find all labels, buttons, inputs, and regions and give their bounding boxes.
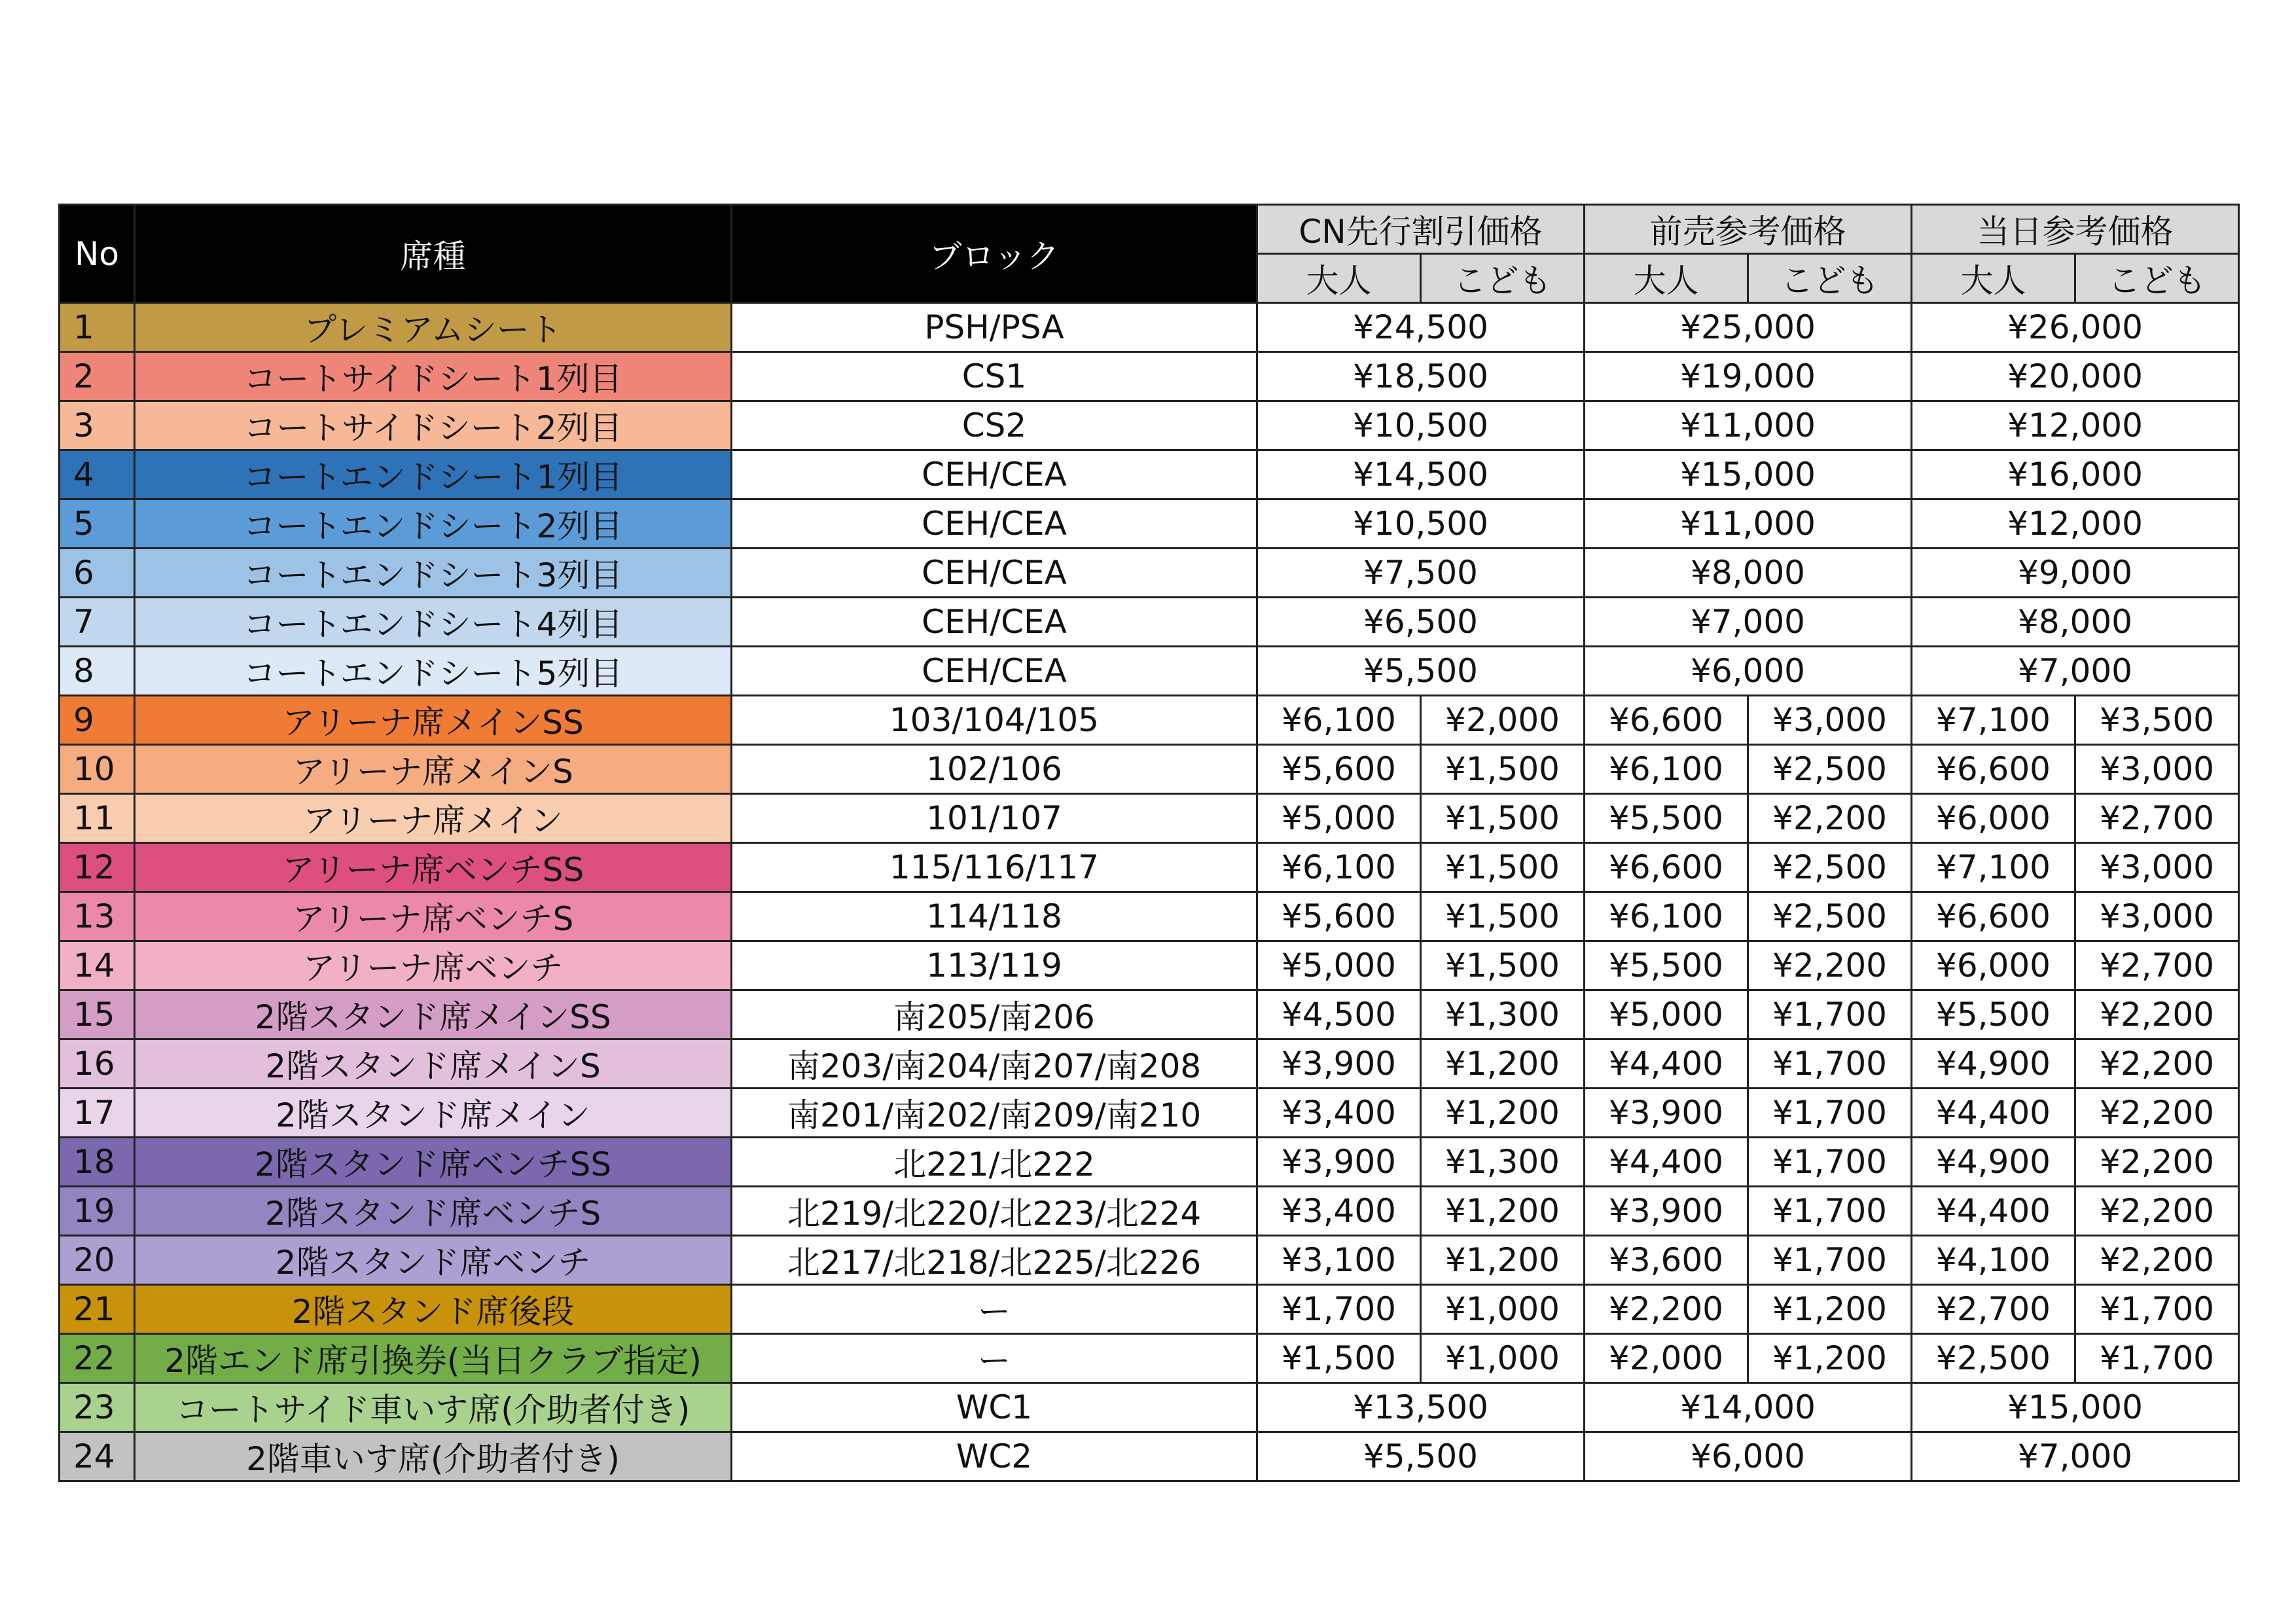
header-advance-price: 前売参考価格 [1585, 205, 1912, 254]
row-seat-type: 2階スタンド席メインS [135, 1039, 732, 1089]
header-cn-price: CN先行割引価格 [1257, 205, 1585, 254]
row-seat-type: アリーナ席メイン [135, 794, 732, 843]
row-price-dayof-child: ¥2,200 [2075, 1236, 2239, 1285]
row-price-cn-child: ¥1,500 [1421, 843, 1585, 892]
table-row [60, 647, 2239, 696]
row-block: WC1 [732, 1383, 1257, 1432]
row-price-advance-child: ¥1,700 [1748, 1138, 1912, 1187]
row-price-dayof-child: ¥2,200 [2075, 990, 2239, 1039]
row-price-cn-child: ¥1,500 [1421, 892, 1585, 941]
row-block: CS2 [732, 401, 1257, 450]
row-seat-type: 2階スタンド席メインSS [135, 990, 732, 1039]
row-seat-type: 2階車いす席(介助者付き) [135, 1432, 732, 1481]
row-no: 8 [60, 647, 135, 696]
row-price-dayof-child: ¥2,200 [2075, 1138, 2239, 1187]
header-block: ブロック [732, 205, 1257, 303]
row-price-advance-adult: ¥4,400 [1585, 1039, 1748, 1089]
row-no: 9 [60, 696, 135, 745]
row-no: 10 [60, 745, 135, 794]
row-price-dayof: ¥7,000 [1912, 647, 2239, 696]
row-price-advance-adult: ¥6,600 [1585, 696, 1748, 745]
row-no: 21 [60, 1285, 135, 1334]
row-price-cn-adult: ¥1,500 [1257, 1334, 1421, 1383]
row-price-cn-child: ¥1,200 [1421, 1039, 1585, 1089]
table-row [60, 892, 2239, 941]
row-price-dayof: ¥12,000 [1912, 401, 2239, 450]
row-price-dayof-adult: ¥7,100 [1912, 696, 2075, 745]
row-block: 南205/南206 [732, 990, 1257, 1039]
row-price-cn-child: ¥1,300 [1421, 1138, 1585, 1187]
row-no: 17 [60, 1089, 135, 1138]
row-price-dayof: ¥9,000 [1912, 549, 2239, 598]
row-price-advance: ¥11,000 [1585, 499, 1912, 549]
row-block: 南203/南204/南207/南208 [732, 1039, 1257, 1089]
row-price-advance-child: ¥1,700 [1748, 990, 1912, 1039]
row-price-cn: ¥5,500 [1257, 1432, 1585, 1481]
header-dayof-adult: 大人 [1912, 254, 2075, 303]
row-price-advance: ¥14,000 [1585, 1383, 1912, 1432]
row-price-dayof-child: ¥3,000 [2075, 892, 2239, 941]
row-price-cn-child: ¥1,000 [1421, 1285, 1585, 1334]
row-price-cn: ¥18,500 [1257, 352, 1585, 401]
row-no: 14 [60, 941, 135, 990]
row-price-advance-child: ¥1,200 [1748, 1334, 1912, 1383]
row-block: CEH/CEA [732, 499, 1257, 549]
header-dayof-child: こども [2075, 254, 2239, 303]
row-seat-type: コートエンドシート3列目 [135, 549, 732, 598]
table-row [60, 1334, 2239, 1383]
row-seat-type: 2階スタンド席ベンチS [135, 1187, 732, 1236]
row-price-dayof: ¥12,000 [1912, 499, 2239, 549]
table-row [60, 1089, 2239, 1138]
header-dayof-price: 当日参考価格 [1912, 205, 2239, 254]
row-no: 5 [60, 499, 135, 549]
row-price-dayof-child: ¥1,700 [2075, 1334, 2239, 1383]
row-price-cn-adult: ¥3,100 [1257, 1236, 1421, 1285]
row-price-advance-child: ¥1,700 [1748, 1089, 1912, 1138]
row-price-advance: ¥15,000 [1585, 450, 1912, 499]
row-price-advance-adult: ¥3,600 [1585, 1236, 1748, 1285]
row-price-advance: ¥19,000 [1585, 352, 1912, 401]
row-no: 11 [60, 794, 135, 843]
row-seat-type: コートサイドシート1列目 [135, 352, 732, 401]
row-seat-type: 2階スタンド席メイン [135, 1089, 732, 1138]
row-price-dayof-adult: ¥6,000 [1912, 941, 2075, 990]
row-seat-type: アリーナ席ベンチ [135, 941, 732, 990]
row-price-dayof-adult: ¥4,400 [1912, 1187, 2075, 1236]
row-price-cn-child: ¥1,300 [1421, 990, 1585, 1039]
row-price-advance-child: ¥2,500 [1748, 745, 1912, 794]
row-price-dayof-child: ¥3,000 [2075, 843, 2239, 892]
row-price-cn-adult: ¥1,700 [1257, 1285, 1421, 1334]
row-no: 15 [60, 990, 135, 1039]
row-price-dayof: ¥15,000 [1912, 1383, 2239, 1432]
row-price-dayof-child: ¥2,200 [2075, 1089, 2239, 1138]
table-row [60, 941, 2239, 990]
row-price-cn-adult: ¥4,500 [1257, 990, 1421, 1039]
row-no: 13 [60, 892, 135, 941]
row-seat-type: アリーナ席ベンチS [135, 892, 732, 941]
row-block: 113/119 [732, 941, 1257, 990]
table-row [60, 1383, 2239, 1432]
row-price-advance-adult: ¥5,000 [1585, 990, 1748, 1039]
row-no: 18 [60, 1138, 135, 1187]
row-price-dayof-adult: ¥2,500 [1912, 1334, 2075, 1383]
row-seat-type: アリーナ席メインS [135, 745, 732, 794]
row-no: 22 [60, 1334, 135, 1383]
row-price-dayof-child: ¥1,700 [2075, 1285, 2239, 1334]
row-block: 115/116/117 [732, 843, 1257, 892]
header-advance-adult: 大人 [1585, 254, 1748, 303]
table-row [60, 1432, 2239, 1481]
row-price-cn-child: ¥1,200 [1421, 1236, 1585, 1285]
row-price-dayof-child: ¥2,200 [2075, 1039, 2239, 1089]
row-price-dayof-adult: ¥4,900 [1912, 1039, 2075, 1089]
row-block: 102/106 [732, 745, 1257, 794]
row-seat-type: コートエンドシート2列目 [135, 499, 732, 549]
row-price-dayof: ¥16,000 [1912, 450, 2239, 499]
row-block: 103/104/105 [732, 696, 1257, 745]
row-price-advance-adult: ¥6,100 [1585, 745, 1748, 794]
row-price-cn-adult: ¥5,000 [1257, 941, 1421, 990]
row-price-cn-child: ¥2,000 [1421, 696, 1585, 745]
row-price-advance-child: ¥2,200 [1748, 941, 1912, 990]
table-row [60, 1236, 2239, 1285]
row-seat-type: コートエンドシート4列目 [135, 598, 732, 647]
table-row [60, 990, 2239, 1039]
row-price-dayof: ¥8,000 [1912, 598, 2239, 647]
row-price-dayof-child: ¥2,700 [2075, 941, 2239, 990]
row-price-cn-adult: ¥3,900 [1257, 1138, 1421, 1187]
row-price-cn: ¥10,500 [1257, 499, 1585, 549]
row-price-cn-child: ¥1,500 [1421, 745, 1585, 794]
row-seat-type: 2階スタンド席ベンチSS [135, 1138, 732, 1187]
row-price-advance: ¥11,000 [1585, 401, 1912, 450]
row-price-advance: ¥7,000 [1585, 598, 1912, 647]
row-seat-type: 2階スタンド席ベンチ [135, 1236, 732, 1285]
row-price-advance: ¥25,000 [1585, 303, 1912, 352]
row-price-cn-child: ¥1,500 [1421, 794, 1585, 843]
row-no: 6 [60, 549, 135, 598]
table-row [60, 598, 2239, 647]
row-price-cn: ¥5,500 [1257, 647, 1585, 696]
table-row [60, 1138, 2239, 1187]
row-no: 3 [60, 401, 135, 450]
row-price-dayof-adult: ¥7,100 [1912, 843, 2075, 892]
price-table [58, 204, 2240, 1482]
table-row [60, 794, 2239, 843]
header-advance-child: こども [1748, 254, 1912, 303]
row-block: CEH/CEA [732, 450, 1257, 499]
row-seat-type: コートエンドシート5列目 [135, 647, 732, 696]
row-price-dayof-adult: ¥4,100 [1912, 1236, 2075, 1285]
table-body [60, 303, 2239, 1481]
row-price-cn-adult: ¥5,600 [1257, 892, 1421, 941]
row-price-cn: ¥13,500 [1257, 1383, 1585, 1432]
row-seat-type: コートエンドシート1列目 [135, 450, 732, 499]
row-no: 16 [60, 1039, 135, 1089]
row-block: 101/107 [732, 794, 1257, 843]
row-price-dayof-child: ¥2,200 [2075, 1187, 2239, 1236]
row-price-cn-adult: ¥6,100 [1257, 696, 1421, 745]
row-block: CEH/CEA [732, 549, 1257, 598]
row-price-advance: ¥6,000 [1585, 1432, 1912, 1481]
row-price-dayof-child: ¥2,700 [2075, 794, 2239, 843]
row-price-advance-child: ¥1,700 [1748, 1187, 1912, 1236]
row-price-cn-adult: ¥3,400 [1257, 1187, 1421, 1236]
row-price-dayof-adult: ¥6,600 [1912, 745, 2075, 794]
row-price-advance-adult: ¥6,100 [1585, 892, 1748, 941]
row-price-advance-adult: ¥3,900 [1585, 1187, 1748, 1236]
row-seat-type: アリーナ席メインSS [135, 696, 732, 745]
row-price-cn-child: ¥1,200 [1421, 1089, 1585, 1138]
row-price-dayof-adult: ¥4,900 [1912, 1138, 2075, 1187]
row-price-dayof-adult: ¥6,000 [1912, 794, 2075, 843]
row-no: 23 [60, 1383, 135, 1432]
row-price-advance: ¥6,000 [1585, 647, 1912, 696]
row-price-cn-adult: ¥3,900 [1257, 1039, 1421, 1089]
row-price-cn-child: ¥1,200 [1421, 1187, 1585, 1236]
row-block: CEH/CEA [732, 647, 1257, 696]
table-row [60, 1187, 2239, 1236]
row-block: 北221/北222 [732, 1138, 1257, 1187]
row-price-dayof-adult: ¥5,500 [1912, 990, 2075, 1039]
row-no: 4 [60, 450, 135, 499]
row-seat-type: コートサイド車いす席(介助者付き) [135, 1383, 732, 1432]
row-price-dayof: ¥20,000 [1912, 352, 2239, 401]
row-seat-type: プレミアムシート [135, 303, 732, 352]
row-no: 7 [60, 598, 135, 647]
row-no: 20 [60, 1236, 135, 1285]
table-row [60, 303, 2239, 352]
row-price-advance-adult: ¥4,400 [1585, 1138, 1748, 1187]
row-price-advance-child: ¥1,700 [1748, 1039, 1912, 1089]
row-price-dayof-adult: ¥4,400 [1912, 1089, 2075, 1138]
row-seat-type: アリーナ席ベンチSS [135, 843, 732, 892]
row-price-advance-adult: ¥5,500 [1585, 941, 1748, 990]
row-block: 114/118 [732, 892, 1257, 941]
row-price-cn-child: ¥1,500 [1421, 941, 1585, 990]
row-price-cn: ¥14,500 [1257, 450, 1585, 499]
row-price-cn-adult: ¥5,000 [1257, 794, 1421, 843]
row-no: 12 [60, 843, 135, 892]
row-price-advance-adult: ¥2,000 [1585, 1334, 1748, 1383]
row-price-dayof-adult: ¥6,600 [1912, 892, 2075, 941]
row-price-advance-adult: ¥6,600 [1585, 843, 1748, 892]
row-price-dayof-adult: ¥2,700 [1912, 1285, 2075, 1334]
row-price-advance-child: ¥2,500 [1748, 892, 1912, 941]
row-price-dayof: ¥26,000 [1912, 303, 2239, 352]
row-price-cn: ¥7,500 [1257, 549, 1585, 598]
header-no: No [60, 205, 135, 303]
row-no: 1 [60, 303, 135, 352]
row-price-cn: ¥10,500 [1257, 401, 1585, 450]
row-no: 2 [60, 352, 135, 401]
table-row [60, 450, 2239, 499]
table-row [60, 843, 2239, 892]
row-block: CEH/CEA [732, 598, 1257, 647]
row-block: ー [732, 1334, 1257, 1383]
row-price-dayof: ¥7,000 [1912, 1432, 2239, 1481]
header-seat-type: 席種 [135, 205, 732, 303]
table-row [60, 549, 2239, 598]
row-price-cn-adult: ¥5,600 [1257, 745, 1421, 794]
row-price-cn: ¥24,500 [1257, 303, 1585, 352]
header-cn-child: こども [1421, 254, 1585, 303]
row-seat-type: 2階エンド席引換券(当日クラブ指定) [135, 1334, 732, 1383]
table-row [60, 1285, 2239, 1334]
row-seat-type: 2階スタンド席後段 [135, 1285, 732, 1334]
row-seat-type: コートサイドシート2列目 [135, 401, 732, 450]
row-price-advance-adult: ¥3,900 [1585, 1089, 1748, 1138]
row-price-dayof-child: ¥3,500 [2075, 696, 2239, 745]
row-price-advance-child: ¥1,200 [1748, 1285, 1912, 1334]
row-block: CS1 [732, 352, 1257, 401]
row-block: 北219/北220/北223/北224 [732, 1187, 1257, 1236]
row-block: PSH/PSA [732, 303, 1257, 352]
table-row [60, 499, 2239, 549]
row-price-cn-adult: ¥3,400 [1257, 1089, 1421, 1138]
row-price-cn-adult: ¥6,100 [1257, 843, 1421, 892]
row-block: 北217/北218/北225/北226 [732, 1236, 1257, 1285]
row-price-dayof-child: ¥3,000 [2075, 745, 2239, 794]
table-row [60, 401, 2239, 450]
row-no: 24 [60, 1432, 135, 1481]
row-price-cn-child: ¥1,000 [1421, 1334, 1585, 1383]
table-row [60, 1039, 2239, 1089]
row-price-cn: ¥6,500 [1257, 598, 1585, 647]
row-price-advance-child: ¥2,500 [1748, 843, 1912, 892]
row-price-advance: ¥8,000 [1585, 549, 1912, 598]
row-price-advance-child: ¥3,000 [1748, 696, 1912, 745]
row-price-advance-adult: ¥2,200 [1585, 1285, 1748, 1334]
row-block: 南201/南202/南209/南210 [732, 1089, 1257, 1138]
row-price-advance-child: ¥2,200 [1748, 794, 1912, 843]
row-block: WC2 [732, 1432, 1257, 1481]
table-row [60, 696, 2239, 745]
row-block: ー [732, 1285, 1257, 1334]
table-row [60, 745, 2239, 794]
header-cn-adult: 大人 [1257, 254, 1421, 303]
row-price-advance-adult: ¥5,500 [1585, 794, 1748, 843]
row-no: 19 [60, 1187, 135, 1236]
row-price-advance-child: ¥1,700 [1748, 1236, 1912, 1285]
table-header [60, 205, 2239, 303]
table-row [60, 352, 2239, 401]
